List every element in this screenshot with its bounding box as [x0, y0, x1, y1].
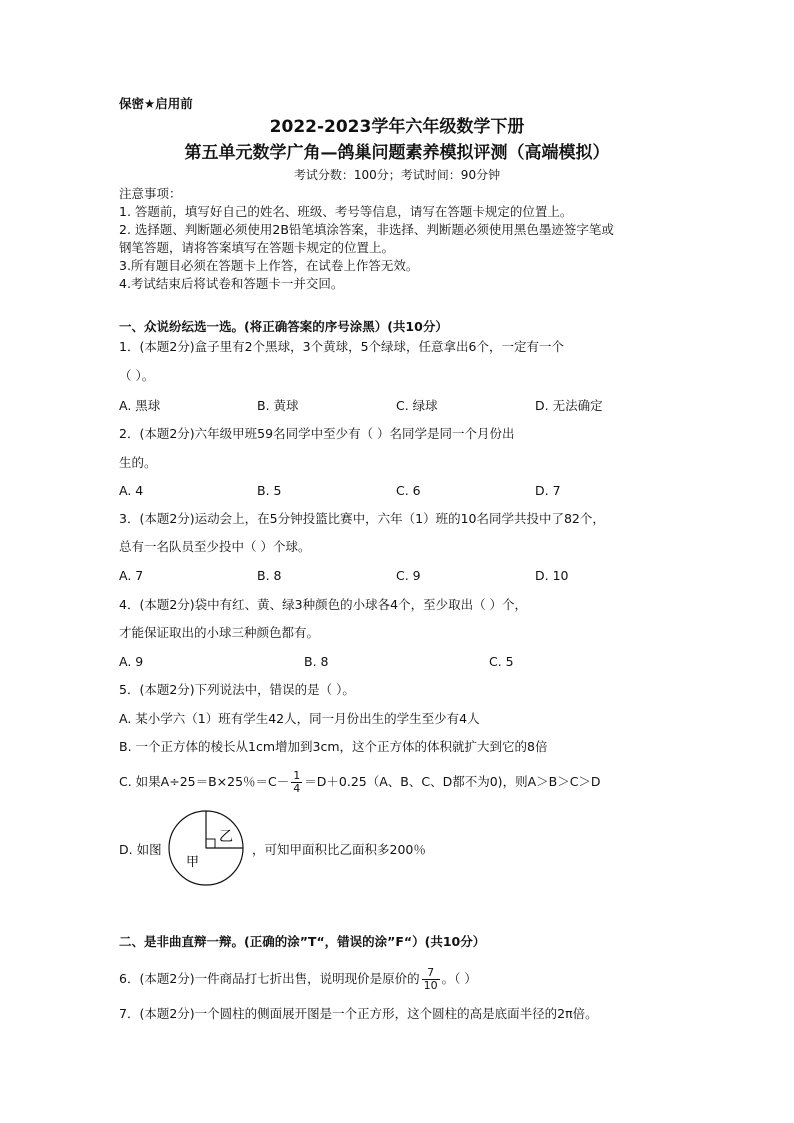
q1-option-d: D. 无法确定 [535, 398, 603, 413]
q3-stem: 3．(本题2分)运动会上，在5分钟投篮比赛中，六年（1）班的10名同学共投中了82个， [119, 511, 605, 526]
q5-option-c [119, 767, 601, 797]
fraction-one-quarter [291, 770, 302, 795]
q6-stem [119, 964, 477, 994]
q5-option-c-post: ＝D＋0.25（A、B、C、D都不为0)，则A＞B＞C＞D [304, 774, 601, 789]
fraction-numerator: 1 [293, 769, 301, 782]
exam-info: 考试分数：100分；考试时间：90分钟 [293, 168, 501, 182]
q4-option-a: A. 9 [119, 654, 144, 669]
q3-option-b: B. 8 [257, 568, 282, 583]
exam-title-line1: 2022-2023学年六年级数学下册 [269, 117, 525, 137]
q2-stem: 2．(本题2分)六年级甲班59名同学中至少有（ ）名同学是同一个月份出 [119, 426, 515, 441]
fraction-denominator: 4 [293, 782, 301, 795]
right-angle-mark [206, 839, 215, 848]
note-2b: 钢笔答题，请将答案填写在答题卡规定的位置上。 [119, 240, 395, 255]
q5-option-c-pre: C. 如果A÷25＝B×25％＝C－ [119, 774, 290, 789]
notes-heading: 注意事项： [119, 186, 182, 201]
q6-stem-pre: 6．(本题2分)一件商品打七折出售，说明现价是原价的 [119, 971, 420, 986]
q4-option-b: B. 8 [304, 654, 329, 669]
q3-stem-cont: 总有一名队员至少投中（ ）个球。 [119, 539, 311, 554]
exam-title-line2: 第五单元数学广角—鸽巢问题素养模拟评测（高端模拟） [184, 143, 610, 163]
q5-option-d-pre: D. 如图 [119, 842, 162, 857]
q5-stem: 5．(本题2分)下列说法中，错误的是（ ）。 [119, 682, 355, 697]
q1-option-a: A. 黑球 [119, 398, 161, 413]
q4-stem: 4．(本题2分)袋中有红、黄、绿3种颜色的小球各4个，至少取出（ ）个， [119, 597, 528, 612]
note-4: 4.考试结束后将试卷和答题卡一并交回。 [119, 276, 344, 291]
note-3: 3.所有题目必须在答题卡上作答，在试卷上作答无效。 [119, 258, 419, 273]
q1-option-b: B. 黄球 [257, 398, 299, 413]
q7-stem: 7．(本题2分)一个圆柱的侧面展开图是一个正方形，这个圆柱的高是底面半径的2π倍。 [119, 1006, 598, 1021]
fraction-seven-tenths [422, 967, 440, 992]
fraction-denominator: 10 [423, 979, 438, 992]
q3-option-d: D. 10 [535, 568, 569, 583]
q1-blank: （ ）。 [119, 368, 155, 383]
region-label-yi: 乙 [219, 829, 233, 845]
circle-figure [164, 808, 250, 888]
q2-stem-cont: 生的。 [119, 455, 157, 470]
note-2a: 2. 选择题、判断题必须使用2B铅笔填涂答案，非选择、判断题必须使用黑色墨迹签字笔或 [119, 222, 614, 237]
q2-option-d: D. 7 [535, 483, 561, 498]
q1-option-c: C. 绿球 [396, 398, 438, 413]
note-1: 1. 答题前，填写好自己的姓名、班级、考号等信息，请写在答题卡规定的位置上。 [119, 204, 573, 219]
q5-option-a: A. 某小学六（1）班有学生42人，同一月份出生的学生至少有4人 [119, 711, 480, 726]
fraction-numerator: 7 [422, 967, 440, 980]
q5-option-b: B. 一个正方体的棱长从1cm增加到3cm，这个正方体的体积就扩大到它的8倍 [119, 739, 548, 754]
q2-option-b: B. 5 [257, 483, 282, 498]
q3-option-a: A. 7 [119, 568, 144, 583]
q3-option-c: C. 9 [396, 568, 421, 583]
region-label-jia: 甲 [186, 855, 200, 870]
q2-option-c: C. 6 [396, 483, 421, 498]
confidential-label: 保密★启用前 [119, 96, 193, 111]
q2-option-a: A. 4 [119, 483, 144, 498]
section2-heading: 二、是非曲直辩一辩。(正确的涂”T“，错误的涂”F“）(共10分） [119, 934, 486, 949]
section1-heading: 一、众说纷纭选一选。(将正确答案的序号涂黑）(共10分） [119, 319, 448, 334]
q5-option-d-post: ，可知甲面积比乙面积多200％ [252, 842, 426, 857]
q4-option-c: C. 5 [489, 654, 514, 669]
q4-stem-cont: 才能保证取出的小球三种颜色都有。 [119, 625, 320, 640]
q1-stem: 1．(本题2分)盒子里有2个黑球，3个黄球，5个绿球，任意拿出6个，一定有一个 [119, 339, 564, 354]
q6-stem-post: 。（ ） [441, 971, 477, 986]
